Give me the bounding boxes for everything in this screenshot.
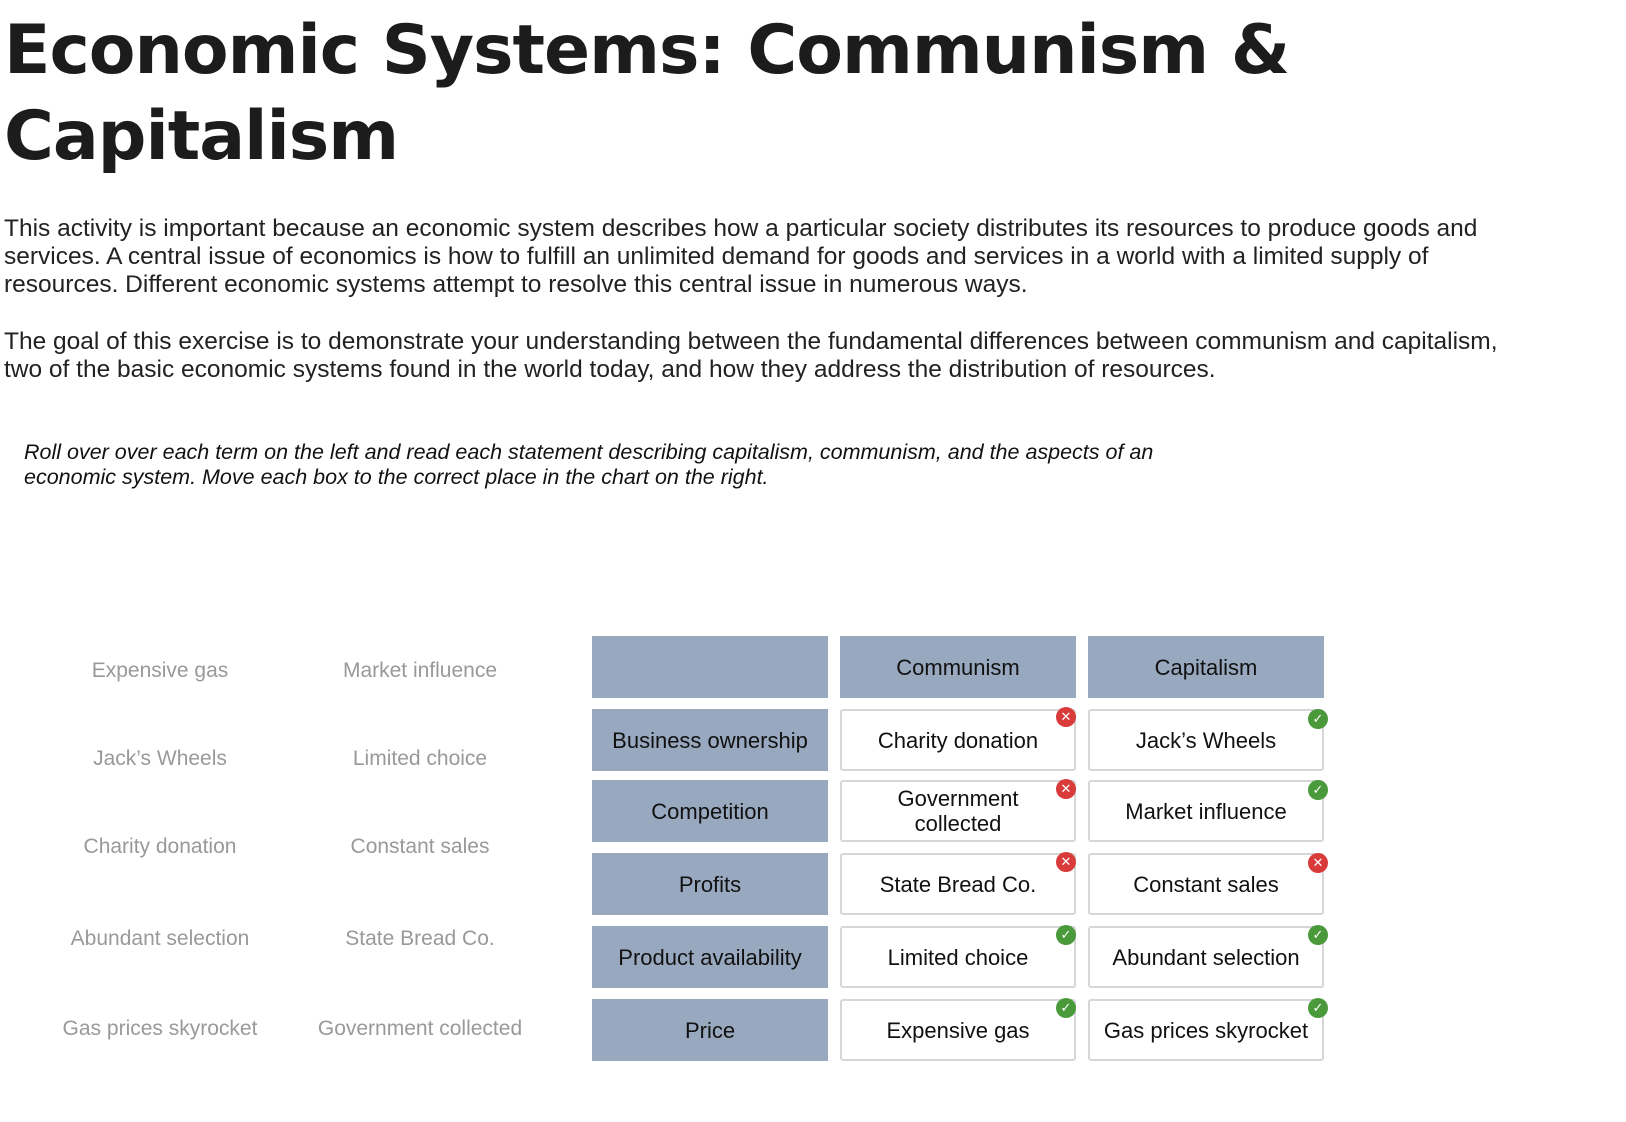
check-circle-icon: ✓ (1308, 925, 1328, 945)
row-label-price: Price (592, 999, 828, 1061)
instructions: Roll over over each term on the left and read each statement describing capitalism, communism, and the aspects of an economic system. Move each box to the correct place in the chart on the right. (24, 440, 1154, 489)
pool-item-market-influence[interactable]: Market influence (342, 658, 498, 682)
row-label-competition: Competition (592, 780, 828, 842)
intro-paragraph: This activity is important because an economic system describes how a particular society distributes its resources to produce goods and services. A central issue of economics is how to fulfill an unlimited demand for goods and services in a world with a limited supply of resources. Different economic systems attempt to resolve this central issue in numerous ways. (4, 215, 1478, 298)
check-circle-icon: ✓ (1056, 998, 1076, 1018)
row-label-business-ownership: Business ownership (592, 709, 828, 771)
pool-item-gas-prices-skyrocket[interactable]: Gas prices skyrocket (62, 1016, 258, 1040)
drop-cell-capitalism-profits[interactable] (1088, 853, 1324, 915)
answer-text: Government collected (897, 786, 1019, 836)
drop-cell-capitalism-business-ownership[interactable] (1088, 709, 1324, 771)
answer-text: Market influence (1125, 798, 1287, 824)
drop-cell-communism-product-availability[interactable] (840, 926, 1076, 988)
pool-item-abundant-selection[interactable]: Abundant selection (70, 926, 250, 950)
check-circle-icon: ✓ (1308, 998, 1328, 1018)
pool-item-government-collected[interactable]: Government collected (317, 1016, 523, 1040)
pool-item-jacks-wheels[interactable]: Jack’s Wheels (93, 746, 227, 770)
drop-cell-capitalism-price[interactable] (1088, 999, 1324, 1061)
x-circle-icon: ✕ (1308, 853, 1328, 873)
term-pool (40, 640, 560, 1080)
drop-cell-capitalism-product-availability[interactable] (1088, 926, 1324, 988)
header-empty (592, 636, 828, 698)
answer-text: Constant sales (1133, 871, 1279, 897)
row-label-product-availability: Product availability (592, 926, 828, 988)
header-capitalism: Capitalism (1088, 636, 1324, 698)
pool-item-constant-sales[interactable]: Constant sales (350, 834, 490, 858)
pool-item-charity-donation[interactable]: Charity donation (83, 834, 237, 858)
x-circle-icon: ✕ (1056, 852, 1076, 872)
check-circle-icon: ✓ (1308, 780, 1328, 800)
answer-text: State Bread Co. (879, 871, 1037, 897)
answer-text: Expensive gas (886, 1017, 1030, 1043)
drop-cell-communism-competition[interactable] (840, 780, 1076, 842)
pool-item-limited-choice[interactable]: Limited choice (352, 746, 488, 770)
goal-paragraph: The goal of this exercise is to demonstrate your understanding between the fundamental differences between communism and capitalism, two of the basic economic systems found in the world today, and how they address the distribution of resources. (4, 328, 1498, 383)
page-title: Economic Systems: Communism & Capitalism (4, 11, 1290, 176)
row-label-profits: Profits (592, 853, 828, 915)
pool-item-expensive-gas[interactable]: Expensive gas (91, 658, 229, 682)
check-circle-icon: ✓ (1308, 709, 1328, 729)
x-circle-icon: ✕ (1056, 779, 1076, 799)
drop-cell-communism-profits[interactable] (840, 853, 1076, 915)
answer-text: Abundant selection (1112, 944, 1300, 970)
header-communism: Communism (840, 636, 1076, 698)
pool-item-state-bread-co[interactable]: State Bread Co. (345, 926, 495, 950)
drop-cell-communism-price[interactable] (840, 999, 1076, 1061)
answer-text: Gas prices skyrocket (1103, 1017, 1309, 1043)
drop-cell-communism-business-ownership[interactable] (840, 709, 1076, 771)
answer-text: Limited choice (887, 944, 1029, 970)
drop-cell-capitalism-competition[interactable] (1088, 780, 1324, 842)
answer-text: Charity donation (877, 727, 1039, 753)
answer-text: Jack’s Wheels (1135, 727, 1277, 753)
check-circle-icon: ✓ (1056, 925, 1076, 945)
x-circle-icon: ✕ (1056, 707, 1076, 727)
